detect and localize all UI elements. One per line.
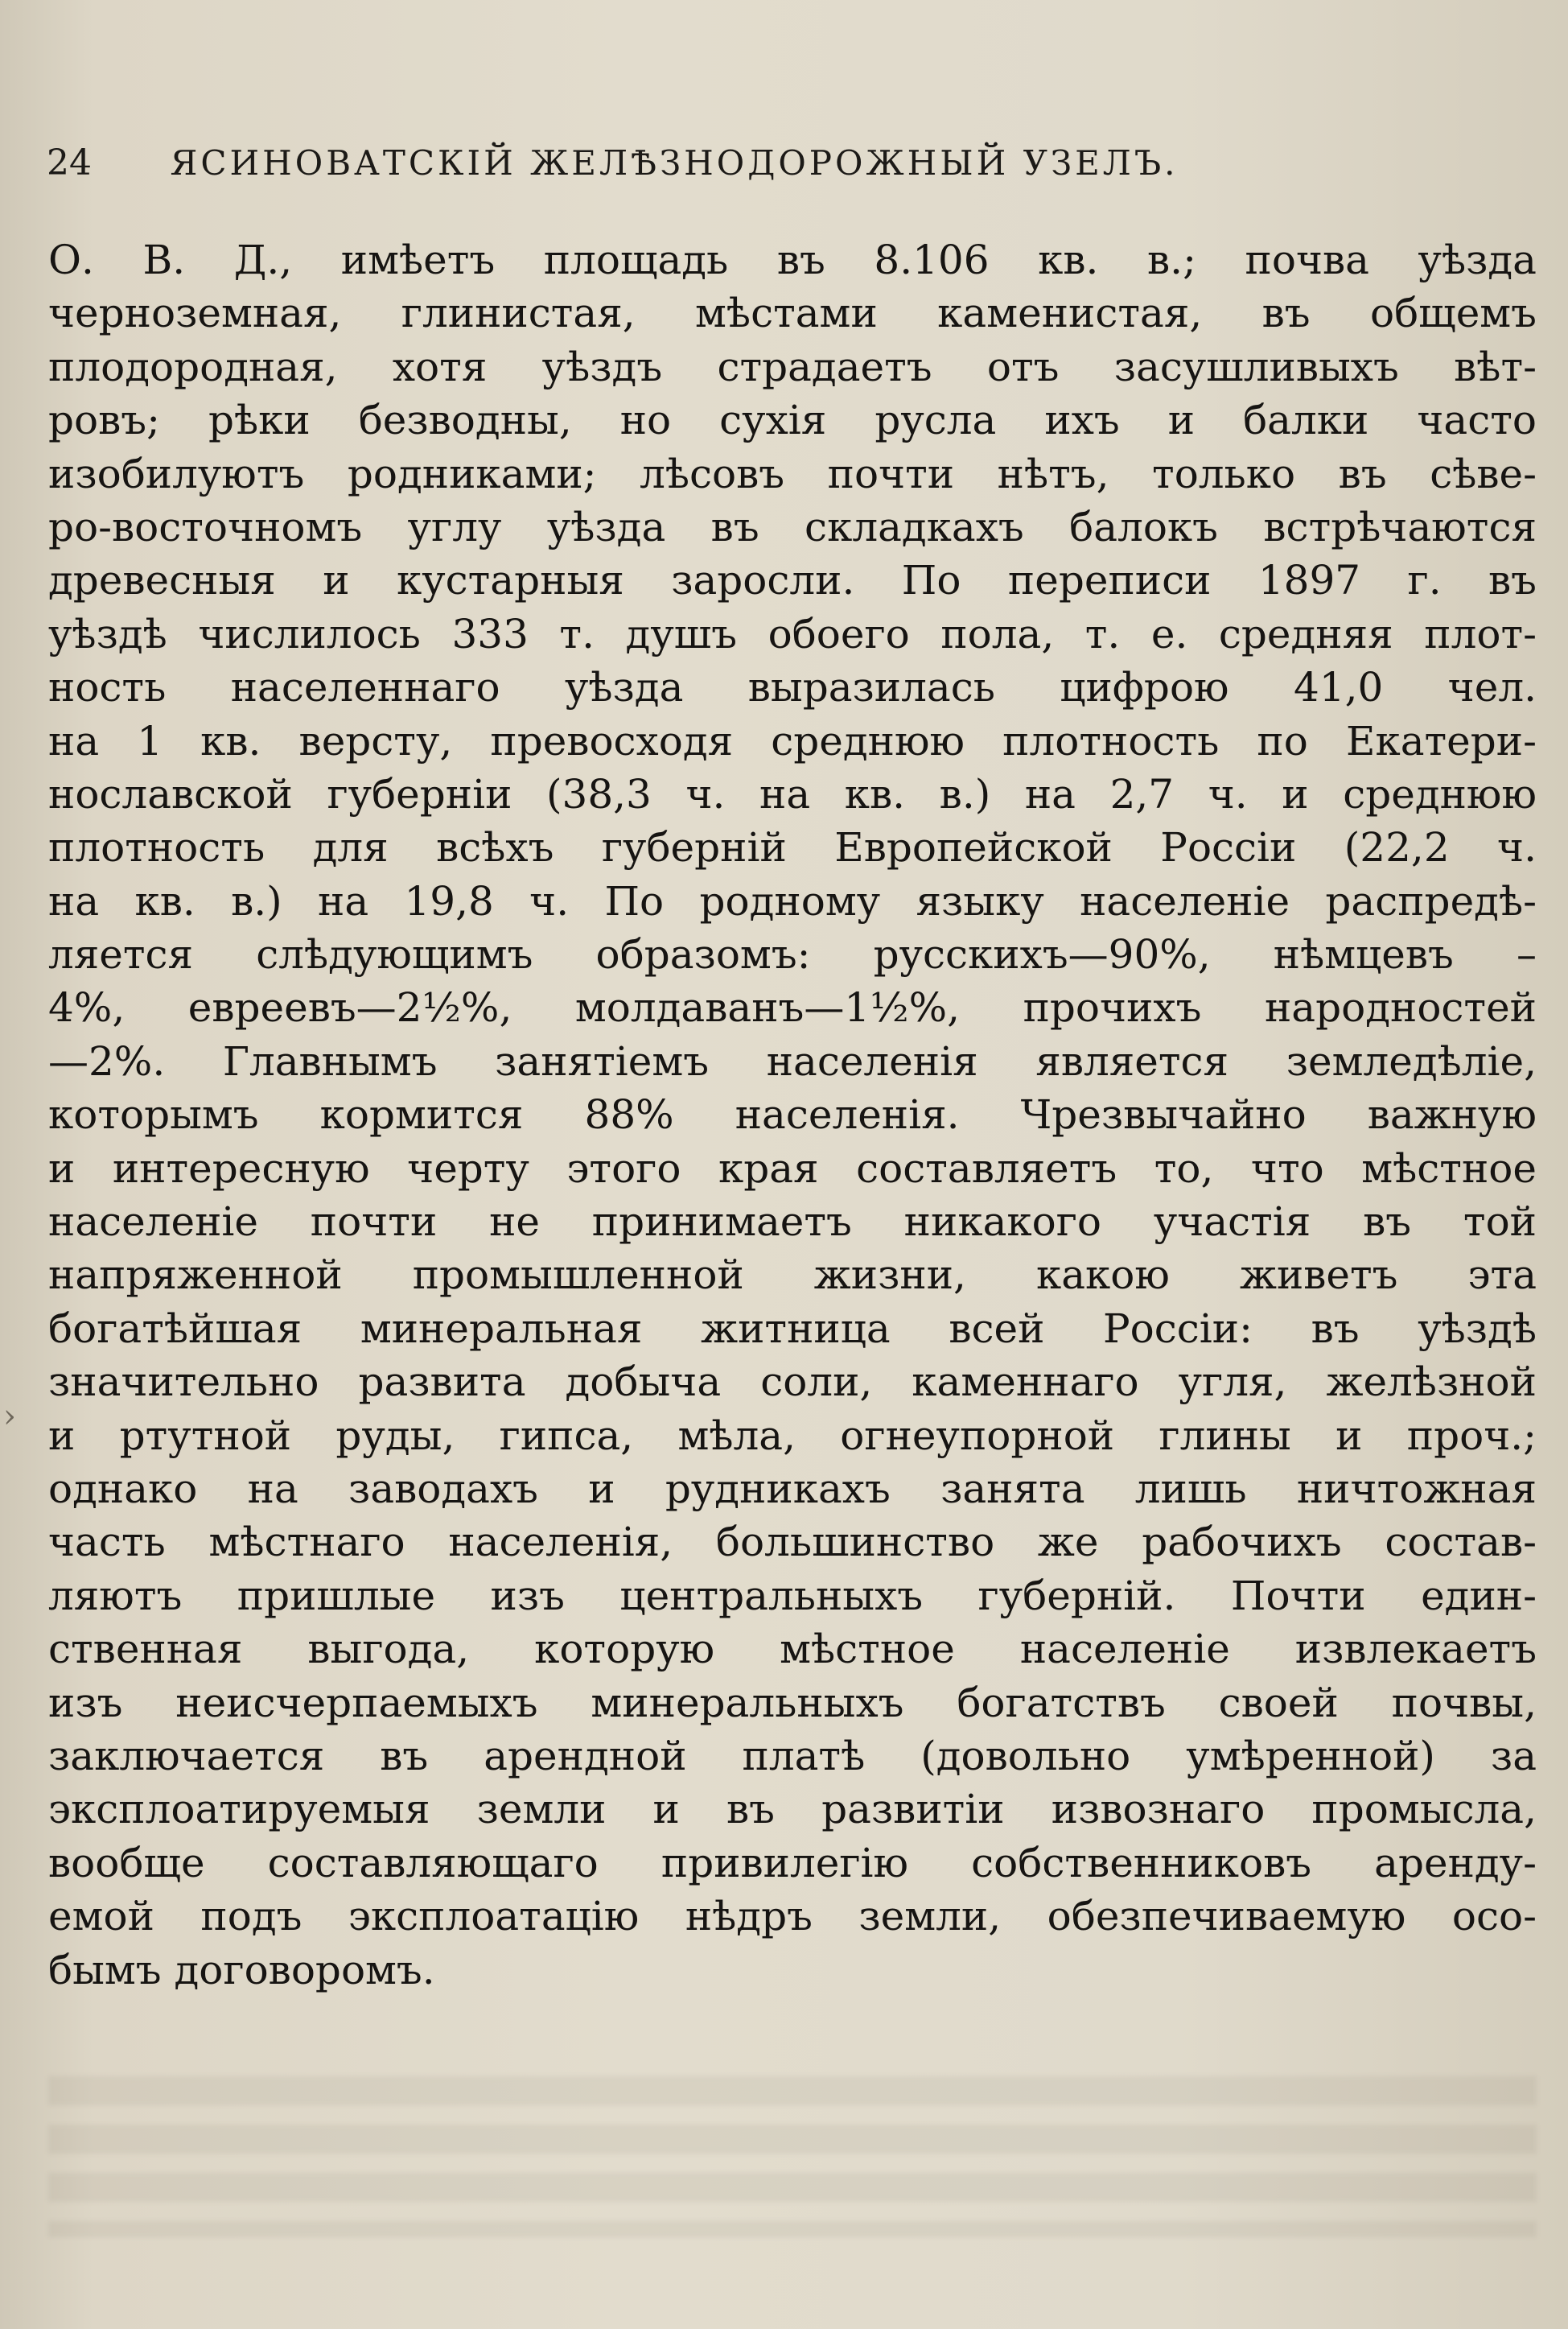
text-line-10: на 1 кв. версту, превосходя среднюю плотность по Екатери-: [48, 717, 1537, 765]
text-line-30: эксплоатируемыя земли и въ развитіи извознаго промысла,: [48, 1786, 1537, 1833]
text-line-31: вообще составляющаго привилегію собственниковъ аренду-: [48, 1839, 1537, 1886]
text-line-32: емой подъ эксплоатацію нѣдръ земли, обезпечиваемую осо-: [48, 1893, 1537, 1940]
text-line-13: на кв. в.) на 19,8 ч. По родному языку населеніе распредѣ-: [48, 877, 1537, 925]
text-line-18: и интересную черту этого края составляетъ то, что мѣстное: [48, 1144, 1537, 1192]
text-line-29: заключается въ арендной платѣ (довольно умѣренной) за: [48, 1732, 1537, 1779]
text-line-3: плодородная, хотя уѣздъ страдаетъ отъ засушливыхъ вѣт-: [48, 343, 1537, 390]
text-line-22: значительно развита добыча соли, каменнаго угля, желѣзной: [48, 1358, 1537, 1406]
text-line-2: черноземная, глинистая, мѣстами каменистая, въ общемъ: [48, 290, 1537, 337]
reverse-side-show-through: [48, 2076, 1537, 2237]
body-text: [48, 233, 1537, 1997]
text-line-15: 4%, евреевъ—2½%, молдаванъ—1½%, прочихъ народностей: [48, 984, 1537, 1032]
text-line-33: бымъ договоромъ.: [48, 1946, 435, 1993]
text-line-21: богатѣйшая минеральная житница всей Россіи: въ уѣздѣ: [48, 1305, 1537, 1352]
page-number: 24: [47, 142, 92, 183]
text-line-28: изъ неисчерпаемыхъ минеральныхъ богатствъ своей почвы,: [48, 1679, 1537, 1726]
page-header: [47, 135, 1302, 192]
text-line-27: ственная выгода, которую мѣстное населеніе извлекаетъ: [48, 1626, 1537, 1673]
text-line-14: ляется слѣдующимъ образомъ: русскихъ—90%, нѣмцевъ –: [48, 931, 1537, 979]
running-title: ЯСИНОВАТСКІЙ ЖЕЛѢЗНОДОРОЖНЫЙ УЗЕЛЪ.: [170, 143, 1179, 183]
text-line-5: изобилуютъ родниками; лѣсовъ почти нѣтъ, только въ сѣве-: [48, 450, 1537, 497]
text-line-1: О. В. Д., имѣетъ площадь въ 8.106 кв. в.; почва уѣзда: [48, 237, 1537, 283]
text-line-16: —2%. Главнымъ занятіемъ населенія является земледѣліе,: [48, 1037, 1537, 1085]
text-line-24: однако на заводахъ и рудникахъ занята лишь ничтожная: [48, 1465, 1537, 1512]
text-line-26: ляютъ пришлые изъ центральныхъ губерній. Почти един-: [48, 1572, 1537, 1619]
text-line-4: ровъ; рѣки безводны, но сухія русла ихъ и балки часто: [48, 397, 1537, 444]
text-line-8: уѣздѣ числилось 333 т. душъ обоего пола, т. е. средняя плот-: [48, 610, 1537, 657]
text-line-25: часть мѣстнаго населенія, большинство же рабочихъ состав-: [48, 1519, 1537, 1566]
text-line-11: нославской губерніи (38,3 ч. на кв. в.) на 2,7 ч. и среднюю: [48, 770, 1537, 818]
text-line-9: ность населеннаго уѣзда выразилась цифрою 41,0 чел.: [48, 664, 1537, 711]
text-line-12: плотность для всѣхъ губерній Европейской Россіи (22,2 ч.: [48, 824, 1537, 872]
text-line-7: древесныя и кустарныя заросли. По переписи 1897 г. въ: [48, 557, 1537, 604]
text-line-23: и ртутной руды, гипса, мѣла, огнеупорной глины и проч.;: [48, 1412, 1537, 1459]
margin-pencil-mark: ›: [3, 1398, 16, 1435]
text-line-19: населеніе почти не принимаетъ никакого участія въ той: [48, 1198, 1537, 1246]
text-line-6: ро-восточномъ углу уѣзда въ складкахъ балокъ встрѣчаются: [48, 503, 1537, 550]
text-line-20: напряженной промышленной жизни, какою живетъ эта: [48, 1251, 1537, 1299]
text-line-17: которымъ кормится 88% населенія. Чрезвычайно важную: [48, 1091, 1537, 1139]
